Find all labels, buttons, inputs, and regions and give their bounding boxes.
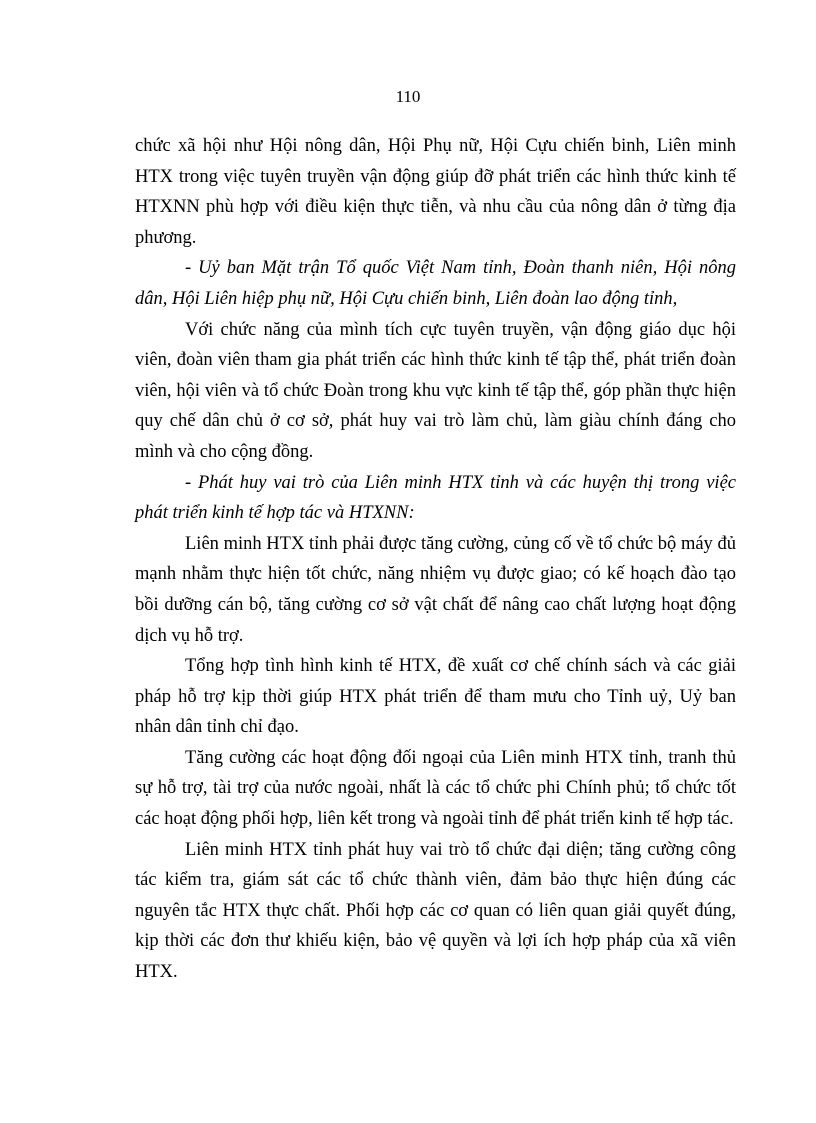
paragraph-front-organizations-role: Với chức năng của mình tích cực tuyên truyền, vận động giáo dục hội viên, đoàn viên tham gia phát triển các hình thức kinh tế tập thể, phát triển đoàn viên, hội viên và tổ chức Đoàn trong khu vực kinh tế tập thể, góp phần thực hiện quy chế dân chủ ở cơ sở, phát huy vai trò làm chủ, làm giàu chính đáng cho mình và cho cộng đồng. [135, 319, 736, 462]
paragraph-list-heading-front-organizations: - Uỷ ban Mặt trận Tổ quốc Việt Nam tỉnh, Đoàn thanh niên, Hội nông dân, Hội Liên hiệp phụ nữ, Hội Cựu chiến binh, Liên đoàn lao động tỉnh, [135, 258, 736, 309]
paragraph-alliance-representation: Liên minh HTX tỉnh phát huy vai trò tổ chức đại diện; tăng cường công tác kiểm tra, giám sát các tổ chức thành viên, đảm bảo thực hiện đúng các nguyên tắc HTX thực chất. Phối hợp các cơ quan có liên quan giải quyết đúng, kịp thời các đơn thư khiếu kiện, bảo vệ quyền và lợi ích hợp pháp của xã viên HTX. [135, 839, 736, 983]
paragraph-alliance-external-relations: Tăng cường các hoạt động đối ngoại của Liên minh HTX tỉnh, tranh thủ sự hỗ trợ, tài trợ của nước ngoài, nhất là các tổ chức phi Chính phủ; tổ chức tốt các hoạt động phối hợp, liên kết trong và ngoài tỉnh để phát triển kinh tế hợp tác. [135, 747, 736, 830]
paragraph-list-heading-cooperative-alliance: - Phát huy vai trò của Liên minh HTX tỉnh và các huyện thị trong việc phát triển kinh tế hợp tác và HTXNN: [135, 472, 736, 524]
paragraph-continuation: chức xã hội như Hội nông dân, Hội Phụ nữ, Hội Cựu chiến binh, Liên minh HTX trong việc tuyên truyền vận động giúp đỡ phát triển các hình thức kinh tế HTXNN phù hợp với điều kiện thực tiễn, và nhu cầu của nông dân ở từng địa phương. [135, 136, 736, 248]
paragraph-alliance-reporting: Tổng hợp tình hình kinh tế HTX, đề xuất cơ chế chính sách và các giải pháp hỗ trợ kịp thời giúp HTX phát triển để tham mưu cho Tỉnh uỷ, Uỷ ban nhân dân tỉnh chỉ đạo. [135, 656, 736, 738]
page-number: 110 [395, 87, 421, 106]
document-body [135, 131, 736, 988]
paragraph-alliance-strengthening: Liên minh HTX tỉnh phải được tăng cường, củng cố về tổ chức bộ máy đủ mạnh nhằm thực hiện tốt chức, năng nhiệm vụ được giao; có kế hoạch đào tạo bồi dưỡng cán bộ, tăng cường cơ sở vật chất để nâng cao chất lượng hoạt động dịch vụ hỗ trợ. [135, 533, 736, 646]
